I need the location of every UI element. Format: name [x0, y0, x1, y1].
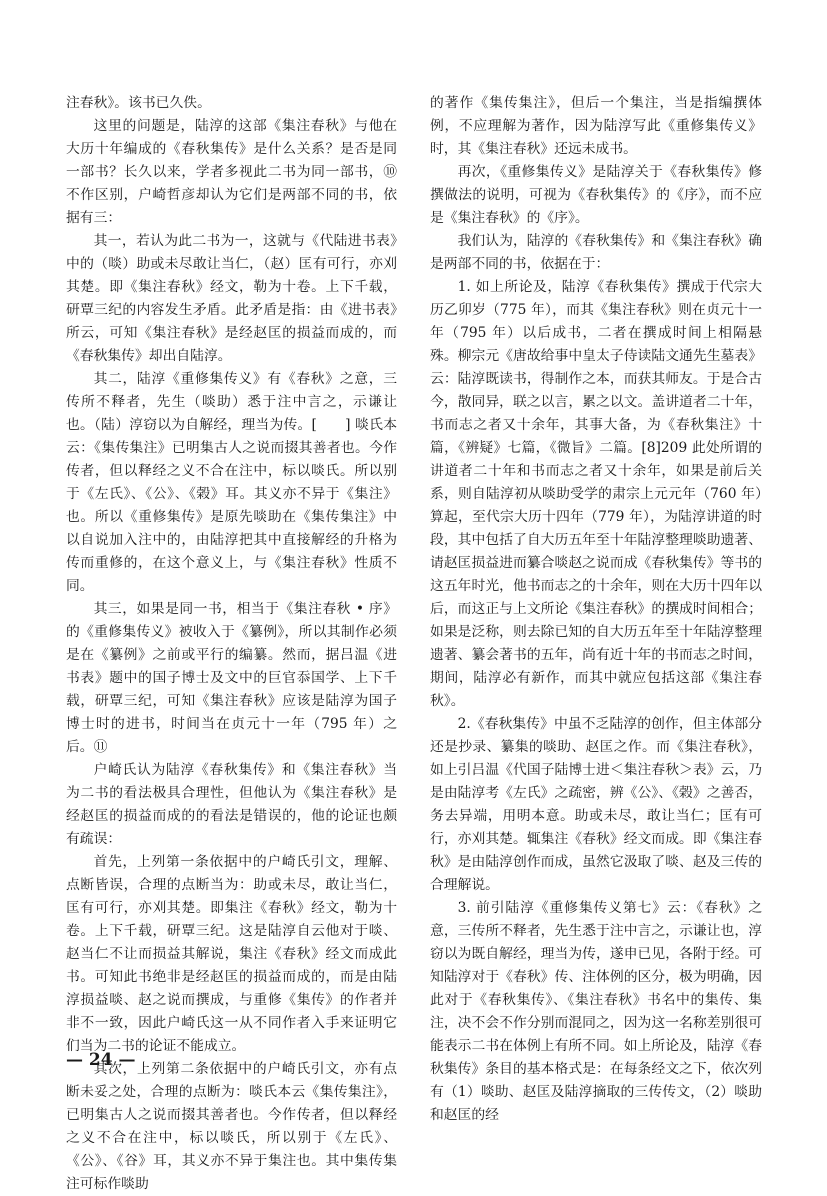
paragraph: 我们认为，陆淳的《春秋集传》和《集注春秋》确是两部不同的书，依据在于： [430, 233, 762, 272]
paragraph: 2.《春秋集传》中虽不乏陆淳的创作，但主体部分还是抄录、纂集的啖助、赵匡之作。而《集注春秋》，如上引吕温《代国子陆博士进＜集注春秋＞表》云，乃是由陆淳考《左氏》之疏密，辨《公》、《榖》之善否，务去异端，用明本意。助或未尽，敢让当仁；匡有可行，亦刈其楚。辄集注《春秋》经文而成。即《集注春秋》是由陆淳创作而成，虽然它汲取了啖、赵及三传的合理解说。 [430, 716, 762, 893]
page-number: — 24 — [66, 1050, 136, 1070]
paragraph: 其二，陆淳《重修集传义》有《春秋》之意，三传所不释者，先生（啖助）悉于注中言之，示谦让也。（陆）淳窃以为自解经，理当为传。[ ] 啖氏本云：《集传集注》已明集古人之说而掇其善者也。今作传者，但以释经之义不合在注中，标以啖氏。所以别于《左氏》、《公》、《榖》耳。其义亦不异于《集注》也。所以《重修集传》是原先啖助在《集传集注》中以自说加入注中的，由陆淳把其中直接解经的升格为传而重修的，在这个意义上，与《集注春秋》性质不同。 [66, 371, 397, 594]
paragraph: 户崎氏认为陆淳《春秋集传》和《集注春秋》当为二书的看法极具合理性，但他认为《集注春秋》是经赵匡的损益而成的的看法是错误的，他的论证也颇有疏误： [66, 762, 397, 847]
paragraph: 其三，如果是同一书，相当于《集注春秋 • 序》的《重修集传义》被收入于《纂例》，所以其制作必须是在《纂例》之前或平行的编纂。然而，据吕温《进书表》题中的国子博士及文中的巨官忝国学、上下千载，研覃三纪，可知《集注春秋》应该是陆淳为国子博士时的进书，时间当在贞元十一年（795 年）之后。⑪ [66, 601, 397, 755]
right-column [430, 92, 762, 1127]
left-column [66, 92, 397, 1196]
paragraph: 其一，若认为此二书为一，这就与《代陆进书表》中的（啖）助或未尽敢让当仁，（赵）匡有可行，亦刈其楚。即《集注春秋》经文，勒为十卷。上下千载，研覃三纪的内容发生矛盾。此矛盾是指：由《进书表》所云，可知《集注春秋》是经赵匡的损益而成的，而《春秋集传》却出自陆淳。 [66, 233, 397, 364]
paragraph: 注春秋》。该书已久佚。 [66, 95, 211, 111]
paragraph: 1. 如上所论及，陆淳《春秋集传》撰成于代宗大历乙卯岁（775 年），而其《集注春秋》则在贞元十一年（795 年）以后成书，二者在撰成时间上相隔悬殊。柳宗元《唐故给事中皇太子侍读陆文通先生墓表》云：陆淳既读书，得制作之本，而获其师友。于是合古今，散同异，联之以言，累之以文。盖讲道者二十年，书而志之者又十余年，其事大备，为《春秋集注》十篇，《辨疑》七篇，《微旨》二篇。[8]209 此处所谓的讲道者二十年和书而志之者又十余年，如果是前后关系，则自陆淳初从啖助受学的肃宗上元元年（760 年）算起，至代宗大历十四年（779 年），为陆淳讲道的时段，其中包括了自大历五年至十年陆淳整理啖助遗著、请赵匡损益进而纂合啖赵之说而成《春秋集传》等书的这五年时光，他书而志之的十余年，则在大历十四年以后，而这正与上文所论《集注春秋》的撰成时间相合；如果是泛称，则去除已知的自大历五年至十年陆淳整理遗著、纂会著书的五年，尚有近十年的书而志之时间，期间，陆淳必有新作，而其中就应包括这部《集注春秋》。 [430, 279, 762, 709]
paragraph: 的著作《集传集注》，但后一个集注，当是指编撰体例，不应理解为著作，因为陆淳写此《重修集传义》时，其《集注春秋》还远未成书。 [430, 95, 762, 157]
paragraph: 再次，《重修集传义》是陆淳关于《春秋集传》修撰做法的说明，可视为《春秋集传》的《序》，而不应是《集注春秋》的《序》。 [430, 164, 762, 226]
paragraph: 这里的问题是，陆淳的这部《集注春秋》与他在大历十年编成的《春秋集传》是什么关系？是否是同一部书？长久以来，学者多视此二书为同一部书，⑩ 不作区别，户崎哲彦却认为它们是两部不同的书，依据有三： [66, 118, 397, 226]
paragraph: 3. 前引陆淳《重修集传义第七》云：《春秋》之意，三传所不释者，先生悉于注中言之，示谦让也，淳窃以为既自解经，理当为传，遂申已见，各附于经。可知陆淳对于《春秋》传、注体例的区分，极为明确，因此对于《春秋集传》、《集注春秋》书名中的集传、集注，决不会不作分别而混同之，因为这一名称差别很可能表示二书在体例上有所不同。如上所论及，陆淳《春秋集传》条目的基本格式是：在每条经文之下，依次列有（1）啖助、赵匡及陆淳摘取的三传传文，（2）啖助和赵匡的经 [430, 900, 762, 1123]
paragraph: 其次，上列第二条依据中的户崎氏引文，亦有点断未妥之处，合理的点断为：啖氏本云《集传集注》，已明集古人之说而掇其善者也。今作传者，但以释经之义不合在注中，标以啖氏，所以别于《左氏》、《公》、《谷》耳，其义亦不异于集注也。其中集传集注可标作啖助 [66, 1061, 397, 1192]
paragraph: 首先，上列第一条依据中的户崎氏引文，理解、点断皆误，合理的点断当为：助或未尽，敢让当仁，匡有可行，亦刈其楚。即集注《春秋》经文，勒为十卷。上下千载，研覃三纪。这是陆淳自云他对于啖、赵当仁不让而损益其解说，集注《春秋》经文而成此书。可知此书绝非是经赵匡的损益而成的，而是由陆淳损益啖、赵之说而撰成，与重修《集传》的作者并非不一致，因此户崎氏这一从不同作者入手来证明它们当为二书的论证不能成立。 [66, 854, 397, 1054]
